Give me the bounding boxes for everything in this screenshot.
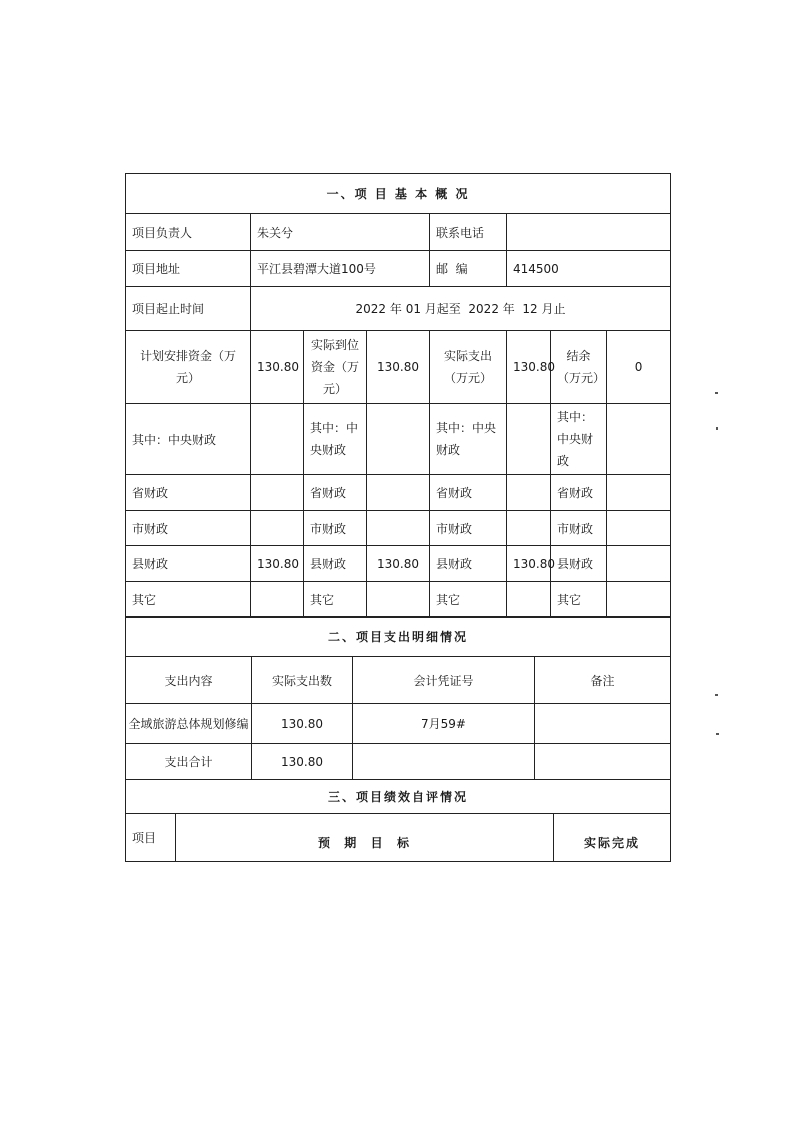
planned-funds-label: 计划安排资金（万元） <box>126 331 251 404</box>
breakdown-label: 县财政 <box>430 546 507 582</box>
section1-title: 一、项 目 基 本 概 况 <box>126 174 671 214</box>
scan-speck <box>716 427 718 430</box>
breakdown-label: 县财政 <box>126 546 251 582</box>
phone-value <box>507 214 671 251</box>
expense-amount: 130.80 <box>252 704 353 744</box>
breakdown-label: 其它 <box>551 582 607 618</box>
breakdown-value <box>607 511 671 546</box>
total-value: 130.80 <box>252 744 353 780</box>
scan-speck <box>715 694 718 696</box>
address-value: 平江县碧潭大道100号 <box>251 251 430 287</box>
breakdown-label: 市财政 <box>551 511 607 546</box>
empty-cell <box>353 744 535 780</box>
scan-speck <box>715 392 718 394</box>
address-label: 项目地址 <box>126 251 251 287</box>
spent-funds-label: 实际支出（万元） <box>430 331 507 404</box>
actual-completion-header: 实际完成 <box>554 814 671 862</box>
breakdown-value <box>251 511 304 546</box>
breakdown-value <box>607 404 671 475</box>
breakdown-value <box>251 582 304 618</box>
breakdown-value <box>507 404 551 475</box>
column-header: 备注 <box>535 657 671 704</box>
breakdown-label: 市财政 <box>304 511 367 546</box>
received-funds-value: 130.80 <box>367 331 430 404</box>
breakdown-label: 其它 <box>304 582 367 618</box>
breakdown-label: 市财政 <box>430 511 507 546</box>
postcode-value: 414500 <box>507 251 671 287</box>
empty-cell <box>535 744 671 780</box>
column-header: 实际支出数 <box>252 657 353 704</box>
breakdown-label: 省财政 <box>126 475 251 511</box>
project-col-header: 项目 <box>126 814 176 862</box>
breakdown-label: 市财政 <box>126 511 251 546</box>
breakdown-value <box>251 475 304 511</box>
section3-title: 三、项目绩效自评情况 <box>126 780 671 814</box>
breakdown-value <box>251 404 304 475</box>
breakdown-value <box>607 546 671 582</box>
breakdown-value <box>607 582 671 618</box>
leader-value: 朱关兮 <box>251 214 430 251</box>
expense-content: 全域旅游总体规划修编 <box>126 704 252 744</box>
section3-wrapper <box>125 779 671 850</box>
breakdown-label: 其中：中央财政 <box>304 404 367 475</box>
balance-label: 结余（万元） <box>551 331 607 404</box>
period-value: 2022 年 01 月起至 2022 年 12 月止 <box>251 287 671 331</box>
received-funds-label: 实际到位资金（万元） <box>304 331 367 404</box>
phone-label: 联系电话 <box>430 214 507 251</box>
column-header: 支出内容 <box>126 657 252 704</box>
breakdown-label: 县财政 <box>304 546 367 582</box>
breakdown-label: 省财政 <box>551 475 607 511</box>
expense-voucher: 7月59# <box>353 704 535 744</box>
planned-funds-value: 130.80 <box>251 331 304 404</box>
balance-value: 0 <box>607 331 671 404</box>
period-label: 项目起止时间 <box>126 287 251 331</box>
expense-note <box>535 704 671 744</box>
breakdown-value: 130.80 <box>507 546 551 582</box>
column-header: 会计凭证号 <box>353 657 535 704</box>
postcode-label: 邮 编 <box>430 251 507 287</box>
breakdown-value: 130.80 <box>367 546 430 582</box>
performance-table <box>125 779 671 862</box>
breakdown-label: 其它 <box>430 582 507 618</box>
breakdown-value <box>367 511 430 546</box>
basic-info-table <box>125 173 671 618</box>
breakdown-value <box>367 582 430 618</box>
leader-label: 项目负责人 <box>126 214 251 251</box>
breakdown-value <box>507 475 551 511</box>
breakdown-value <box>367 475 430 511</box>
table-row <box>126 704 671 744</box>
expected-goal-header: 预 期 目 标 <box>176 814 554 862</box>
breakdown-value <box>507 582 551 618</box>
breakdown-value <box>607 475 671 511</box>
breakdown-label: 其中：中央财政 <box>430 404 507 475</box>
breakdown-value <box>507 511 551 546</box>
breakdown-value: 130.80 <box>251 546 304 582</box>
breakdown-label: 省财政 <box>430 475 507 511</box>
spent-funds-value: 130.80 <box>507 331 551 404</box>
breakdown-label: 其它 <box>126 582 251 618</box>
scan-speck <box>716 733 719 735</box>
breakdown-label: 省财政 <box>304 475 367 511</box>
section2-title: 二、项目支出明细情况 <box>126 617 671 657</box>
breakdown-value <box>367 404 430 475</box>
total-label: 支出合计 <box>126 744 252 780</box>
breakdown-label: 其中：中央财政 <box>126 404 251 475</box>
breakdown-label: 县财政 <box>551 546 607 582</box>
expenditure-table <box>125 616 671 780</box>
breakdown-label: 其中：中央财政 <box>551 404 607 475</box>
